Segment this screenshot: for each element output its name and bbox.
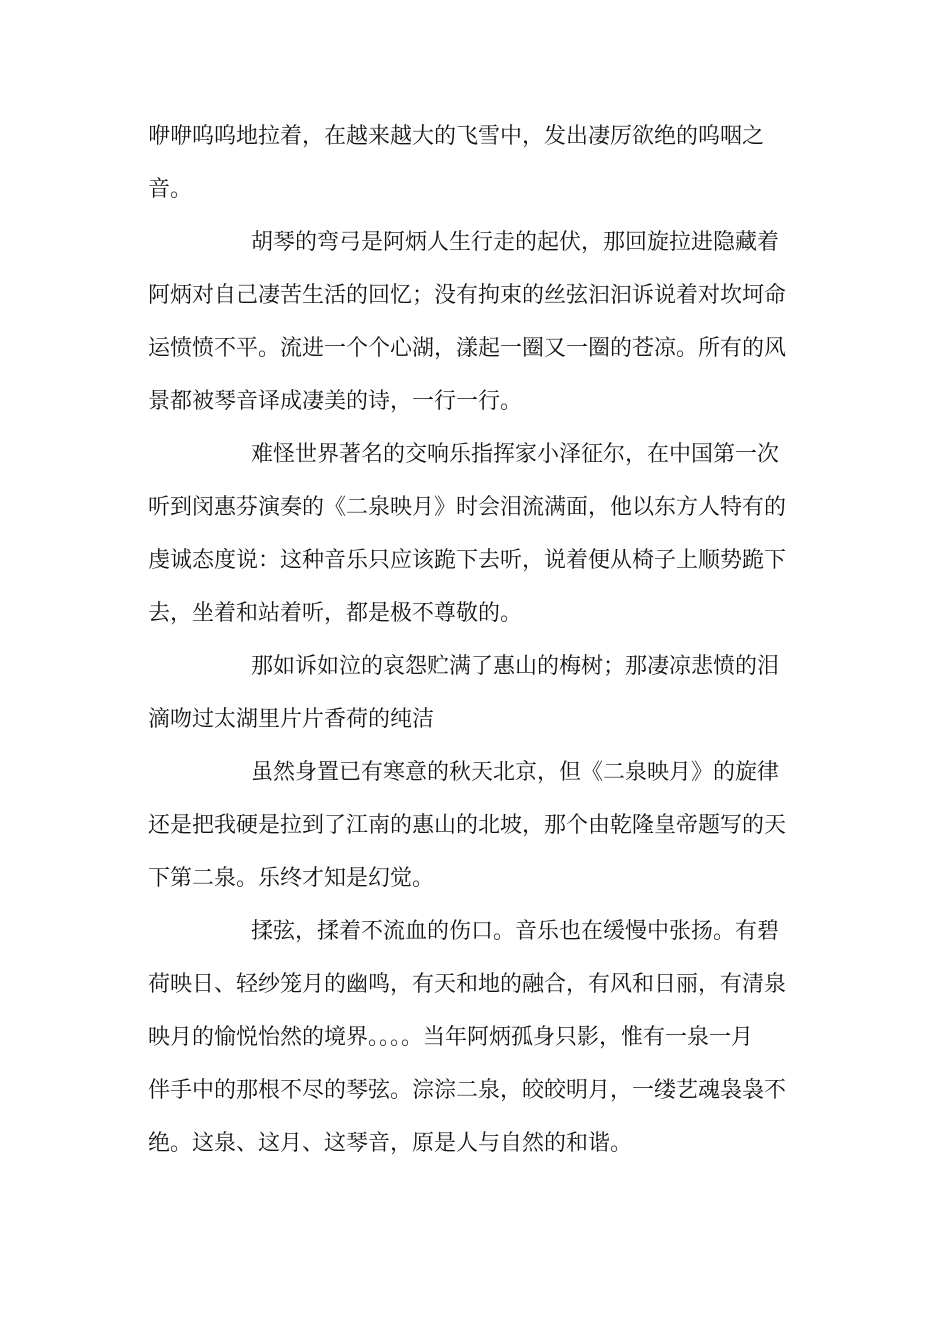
text-line: 景都被琴音译成凄美的诗，一行一行。	[148, 389, 523, 414]
text-line: 绝。这泉、这月、这琴音，原是人与自然的和谐。	[148, 1131, 633, 1156]
text-line: 咿咿呜呜地拉着，在越来越大的飞雪中，发出凄厉欲绝的呜咽之	[148, 124, 765, 149]
text-line: 下第二泉。乐终才知是幻觉。	[148, 866, 435, 891]
text-line: 音。	[148, 177, 193, 202]
text-line: 阿炳对自己凄苦生活的回忆；没有拘束的丝弦汩汩诉说着对坎坷命	[148, 283, 787, 308]
text-line: 难怪世界著名的交响乐指挥家小泽征尔，在中国第一次	[251, 442, 780, 467]
text-line: 运愤愤不平。流进一个个心湖，漾起一圈又一圈的苍凉。所有的风	[148, 336, 787, 361]
text-line: 虔诚态度说：这种音乐只应该跪下去听，说着便从椅子上顺势跪下	[148, 548, 787, 573]
text-line: 映月的愉悦怡然的境界。。。。当年阿炳孤身只影，惟有一泉一月	[148, 1025, 754, 1050]
text-line: 去，坐着和站着听，都是极不尊敬的。	[148, 601, 523, 626]
text-line: 伴手中的那根不尽的琴弦。淙淙二泉，皎皎明月，一缕艺魂袅袅不	[148, 1078, 787, 1103]
text-line: 还是把我硬是拉到了江南的惠山的北坡，那个由乾隆皇帝题写的天	[148, 813, 787, 838]
text-line: 滴吻过太湖里片片香荷的纯洁	[148, 707, 435, 732]
text-line: 听到闵惠芬演奏的《二泉映月》时会泪流满面，他以东方人特有的	[148, 495, 787, 520]
text-line: 虽然身置已有寒意的秋天北京，但《二泉映月》的旋律	[251, 760, 780, 785]
text-line: 揉弦，揉着不流血的伤口。音乐也在缓慢中张扬。有碧	[251, 919, 780, 944]
text-line: 荷映日、轻纱笼月的幽鸣，有天和地的融合，有风和日丽，有清泉	[148, 972, 787, 997]
text-line: 胡琴的弯弓是阿炳人生行走的起伏，那回旋拉进隐藏着	[251, 230, 780, 255]
text-line: 那如诉如泣的哀怨贮满了惠山的梅树；那凄凉悲愤的泪	[251, 654, 780, 679]
